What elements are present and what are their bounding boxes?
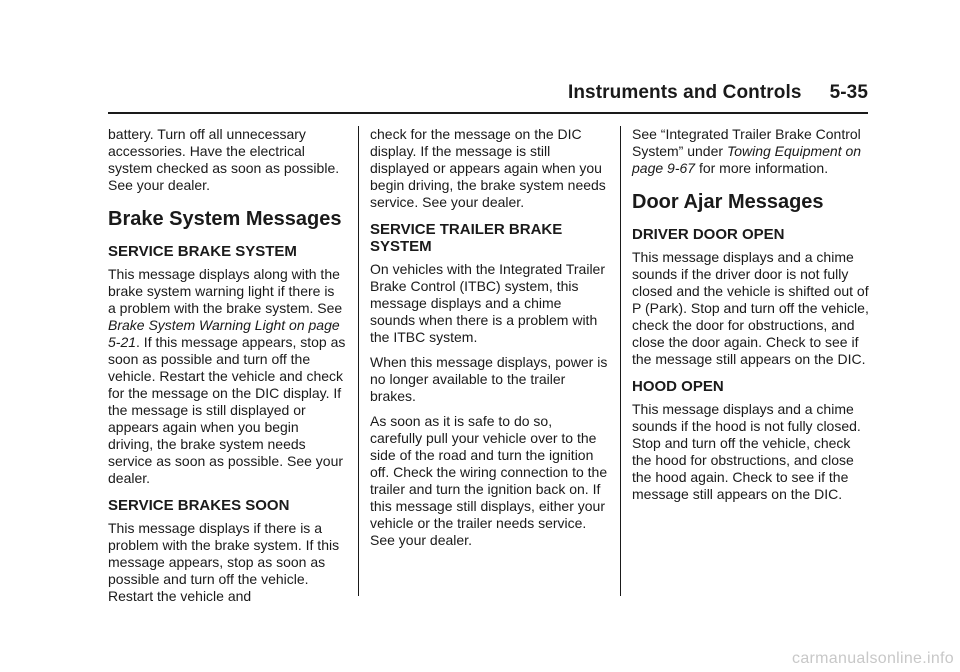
header-rule (108, 112, 868, 114)
cross-reference-link[interactable]: Towing Equipment on page 9-67 (632, 143, 862, 176)
column-1 (108, 126, 346, 613)
section-heading-brake-system: Brake System Messages (108, 208, 342, 230)
paragraph: This message displays along with the brake system warning light if there is a problem with the brake system. See Brake System Warning Light on page 5-21. If this message appears, stop as soon as possible and turn off the vehicle. Restart the vehicle and check for the message on the DIC display. If the message is still displayed or appears again when you begin driving, the brake system needs service as soon as possible. See your dealer. (108, 266, 346, 486)
section-heading-door-ajar: Door Ajar Messages (632, 191, 824, 213)
paragraph: This message displays if there is a problem with the brake system. If this message appears, stop as soon as possible and turn off the vehicle. Restart the vehicle and (108, 520, 340, 604)
paragraph: This message displays and a chime sounds if the driver door is not fully closed and the vehicle is shifted out of P (Park). Stop and turn off the vehicle, check the door for obstructions, and close the door again. Check to see if the message still appears on the DIC. (632, 249, 869, 367)
column-3 (632, 126, 870, 511)
subheading-service-trailer-brake-system: SERVICE TRAILER BRAKE SYSTEM (370, 221, 563, 255)
paragraph: See “Integrated Trailer Brake Control System” under Towing Equipment on page 9-67 for more information. (632, 126, 862, 176)
subheading-service-brakes-soon: SERVICE BRAKES SOON (108, 497, 290, 514)
column-divider (358, 126, 359, 596)
cross-reference-link[interactable]: Brake System Warning Light on page 5-21 (108, 317, 340, 350)
paragraph: This message displays and a chime sounds if the hood is not fully closed. Stop and turn off the vehicle, check the hood for obstructions, and close the hood again. Check to see if the message still appears on the DIC. (632, 401, 861, 502)
column-divider (620, 126, 621, 596)
paragraph: battery. Turn off all unnecessary accessories. Have the electrical system checked as soon as possible. See your dealer. (108, 126, 340, 193)
column-2 (370, 126, 608, 557)
paragraph: As soon as it is safe to do so, carefully pull your vehicle over to the side of the road and turn the ignition off. Check the wiring connection to the trailer and turn the ignition back on. If this message still displays, either your vehicle or the trailer needs service. See your dealer. (370, 413, 608, 548)
paragraph: On vehicles with the Integrated Trailer Brake Control (ITBC) system, this message displays and a chime sounds when there is a problem with the ITBC system. (370, 261, 606, 345)
subheading-driver-door-open: DRIVER DOOR OPEN (632, 226, 785, 243)
paragraph: When this message displays, power is no longer available to the trailer brakes. (370, 354, 608, 404)
subheading-hood-open: HOOD OPEN (632, 378, 724, 395)
page-header (568, 82, 868, 104)
section-title: Instruments and Controls (567, 82, 802, 103)
watermark: carmanualsonline.info (792, 650, 954, 667)
page-number: 5-35 (829, 82, 868, 103)
paragraph: check for the message on the DIC display. If the message is still displayed or appears again when you begin driving, the brake system needs service. See your dealer. (370, 126, 606, 210)
subheading-service-brake-system: SERVICE BRAKE SYSTEM (108, 243, 297, 260)
